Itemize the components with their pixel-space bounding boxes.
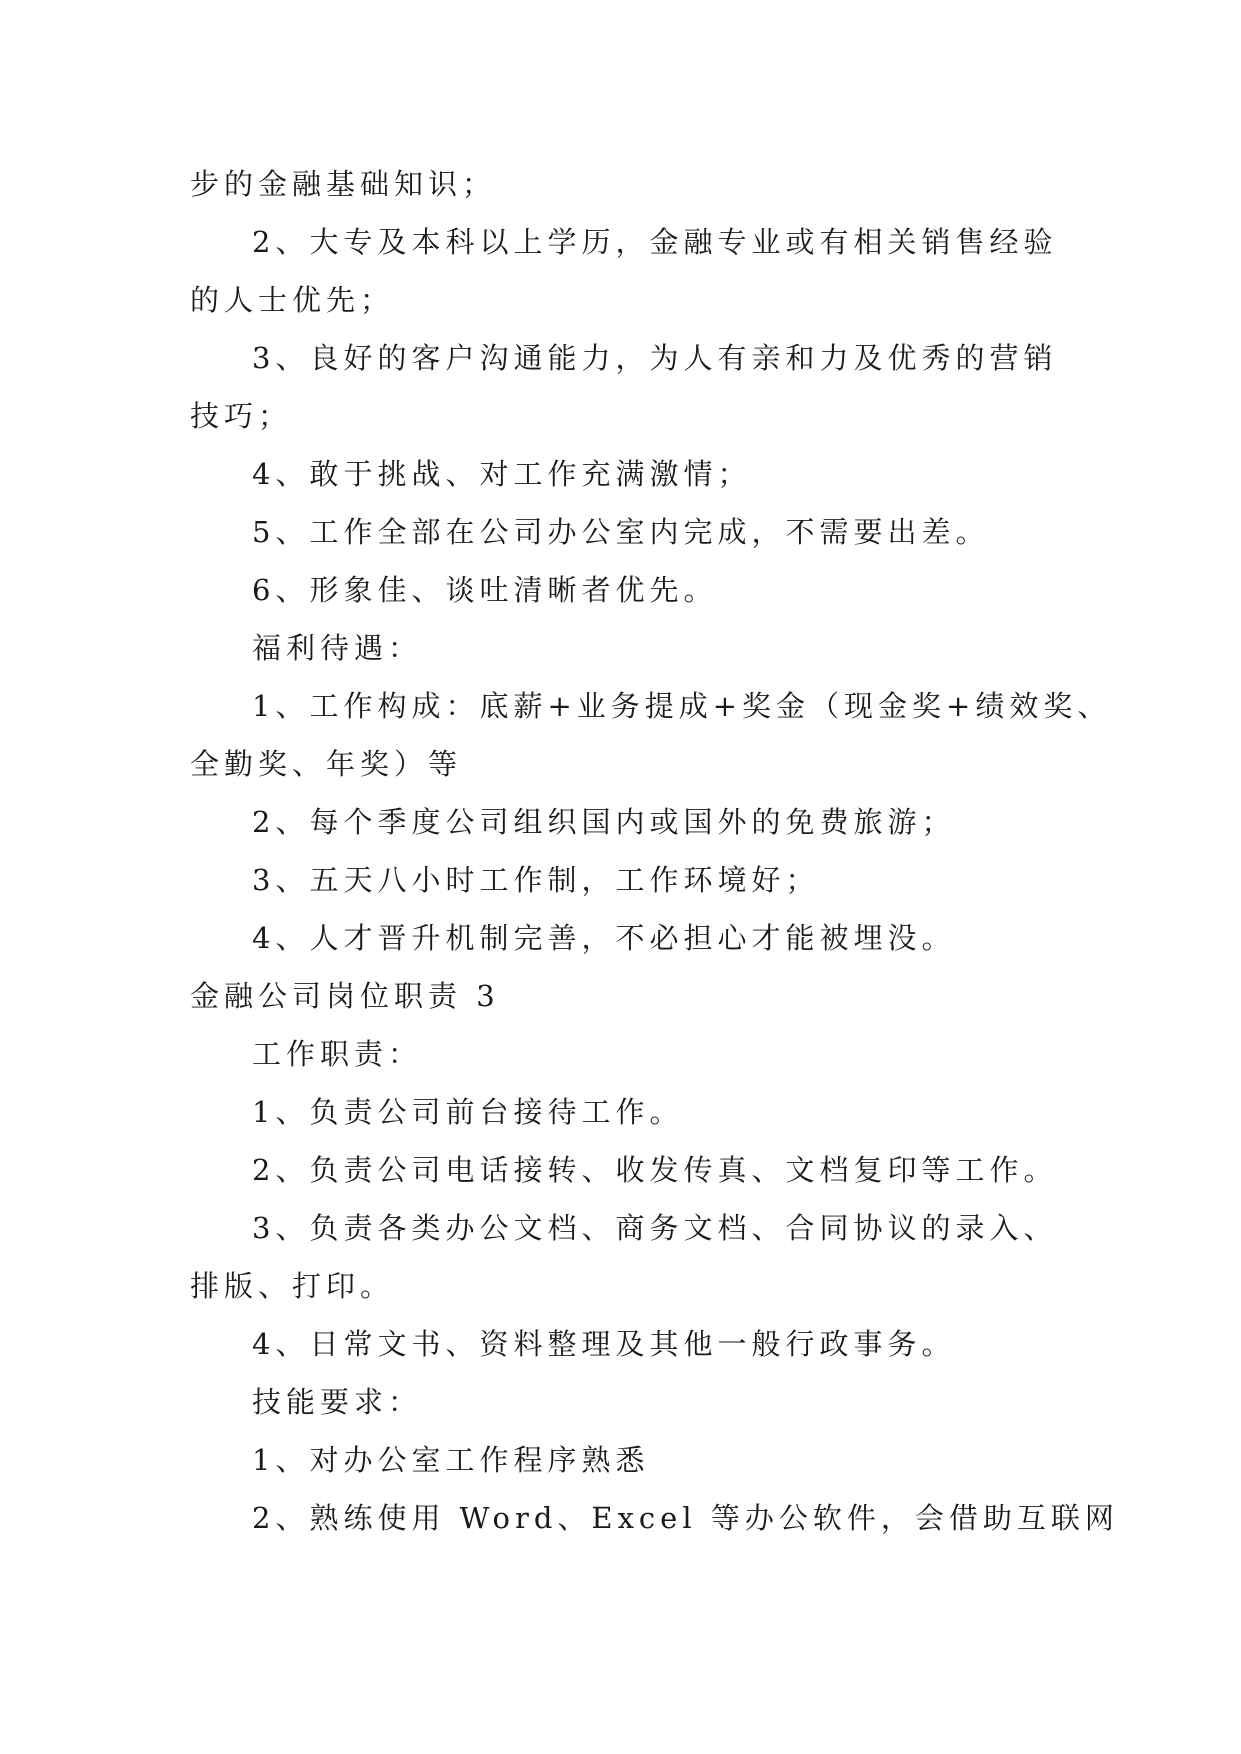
text-line-21: 4、日常文书、资料整理及其他一般行政事务。 — [252, 1327, 956, 1361]
text-line-3: 的人士优先； — [190, 283, 395, 317]
text-line-23: 1、对办公室工作程序熟悉 — [252, 1443, 650, 1477]
text-line-19: 3、负责各类办公文档、商务文档、合同协议的录入、 — [252, 1211, 1058, 1245]
section-heading-duties: 工作职责： — [252, 1037, 423, 1071]
section-heading-skills: 技能要求： — [252, 1385, 423, 1419]
text-line-10: 1、工作构成：底薪+业务提成+奖金（现金奖+绩效奖、 — [252, 689, 1112, 723]
text-line-8: 6、形象佳、谈吐清晰者优先。 — [252, 573, 718, 607]
text-line-24: 2、熟练使用 Word、Excel 等办公软件，会借助互联网 — [252, 1501, 1119, 1535]
document-heading: 金融公司岗位职责 3 — [190, 979, 500, 1013]
text-line-14: 4、人才晋升机制完善，不必担心才能被埋没。 — [252, 921, 956, 955]
text-line-1: 步的金融基础知识； — [190, 167, 497, 201]
text-line-4: 3、良好的客户沟通能力，为人有亲和力及优秀的营销 — [252, 341, 1058, 375]
text-line-18: 2、负责公司电话接转、收发传真、文档复印等工作。 — [252, 1153, 1058, 1187]
text-line-7: 5、工作全部在公司办公室内完成，不需要出差。 — [252, 515, 990, 549]
text-line-6: 4、敢于挑战、对工作充满激情； — [252, 457, 752, 491]
text-line-2: 2、大专及本科以上学历，金融专业或有相关销售经验 — [252, 225, 1058, 259]
text-line-12: 2、每个季度公司组织国内或国外的免费旅游； — [252, 805, 956, 839]
text-line-17: 1、负责公司前台接待工作。 — [252, 1095, 684, 1129]
section-heading-benefits: 福利待遇： — [252, 631, 423, 665]
text-line-20: 排版、打印。 — [190, 1269, 395, 1303]
text-line-5: 技巧； — [190, 399, 293, 433]
text-line-11: 全勤奖、年奖）等 — [190, 747, 463, 781]
text-line-13: 3、五天八小时工作制，工作环境好； — [252, 863, 820, 897]
